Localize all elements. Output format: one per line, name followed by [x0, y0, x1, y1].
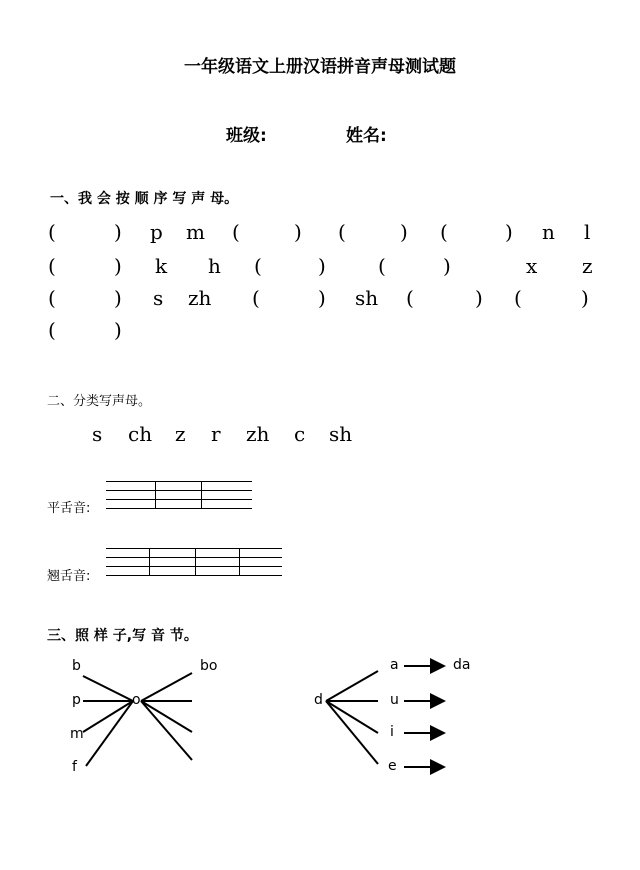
blank-close-paren: )	[114, 254, 122, 278]
blank-open-paren: (	[48, 220, 56, 244]
initial-letter: m	[186, 220, 205, 244]
final-a: a	[390, 657, 399, 673]
flat-tongue-label: 平舌音:	[47, 501, 91, 516]
blank-close-paren: )	[581, 286, 589, 310]
initial-letter: x	[526, 254, 538, 278]
initial-b: b	[72, 658, 81, 674]
blank-close-paren: )	[318, 254, 326, 278]
section2-heading: 二、分类写声母。	[47, 394, 152, 409]
final-i: i	[390, 724, 394, 740]
blank-open-paren: (	[252, 286, 260, 310]
blank-close-paren: )	[114, 220, 122, 244]
initial-p: p	[72, 692, 81, 708]
center-final-o: o	[132, 692, 141, 708]
initial-letter: n	[542, 220, 555, 244]
initial-letter: zh	[188, 286, 212, 310]
blank-open-paren: (	[48, 318, 56, 342]
sort-letter: c	[294, 422, 306, 446]
center-initial-d: d	[314, 692, 323, 708]
sort-letter: zh	[246, 422, 270, 446]
initial-letter: l	[584, 220, 591, 244]
connector-line	[141, 701, 192, 732]
blank-close-paren: )	[443, 254, 451, 278]
initial-letter: sh	[355, 286, 379, 310]
initial-letter: s	[153, 286, 164, 310]
blank-close-paren: )	[114, 286, 122, 310]
blank-close-paren: )	[114, 318, 122, 342]
initial-letter: h	[208, 254, 221, 278]
page-title: 一年级语文上册汉语拼音声母测试题	[184, 57, 456, 77]
blank-close-paren: )	[475, 286, 483, 310]
blank-close-paren: )	[505, 220, 513, 244]
connector-line	[86, 701, 133, 766]
blank-open-paren: (	[232, 220, 240, 244]
connector-line	[326, 701, 378, 764]
class-label: 班级:	[226, 126, 267, 146]
initial-letter: p	[150, 220, 163, 244]
initial-letter: k	[155, 254, 168, 278]
sort-letter: sh	[329, 422, 353, 446]
blank-close-paren: )	[400, 220, 408, 244]
blank-open-paren: (	[406, 286, 414, 310]
blank-open-paren: (	[338, 220, 346, 244]
blank-open-paren: (	[48, 286, 56, 310]
sort-letter: r	[211, 422, 221, 446]
connector-line	[326, 701, 378, 733]
blank-close-paren: )	[294, 220, 302, 244]
retroflex-label: 翘舌音:	[47, 569, 91, 584]
blank-open-paren: (	[48, 254, 56, 278]
connector-line	[326, 671, 378, 701]
section1-heading: 一、我 会 按 顺 序 写 声 母。	[50, 191, 239, 207]
blank-open-paren: (	[440, 220, 448, 244]
connector-line	[83, 701, 133, 732]
final-u: u	[390, 692, 399, 708]
blank-close-paren: )	[318, 286, 326, 310]
initial-m: m	[70, 726, 84, 742]
connector-line	[141, 673, 192, 701]
initial-letter: z	[582, 254, 593, 278]
blank-open-paren: (	[378, 254, 386, 278]
sort-letter: ch	[128, 422, 153, 446]
example-syllable-da: da	[453, 657, 471, 673]
connector-line	[141, 701, 192, 760]
blank-open-paren: (	[514, 286, 522, 310]
sort-letter: s	[92, 422, 103, 446]
initial-f: f	[72, 759, 77, 775]
blank-open-paren: (	[254, 254, 262, 278]
section3-heading: 三、照 样 子,写 音 节。	[47, 628, 198, 644]
example-syllable-bo: bo	[200, 658, 218, 674]
name-label: 姓名:	[346, 126, 387, 146]
sort-letter: z	[175, 422, 186, 446]
final-e: e	[388, 758, 397, 774]
connector-line	[83, 676, 133, 701]
